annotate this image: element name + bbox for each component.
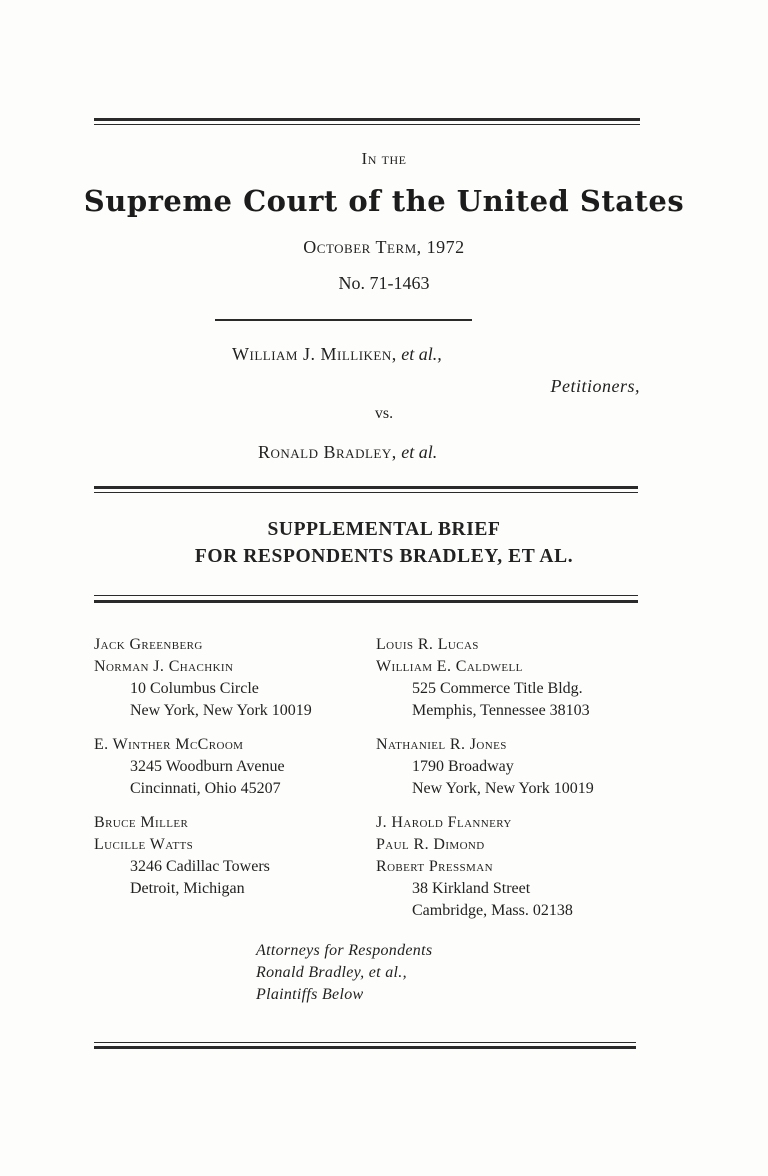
counsel-name: William E. Caldwell [376, 658, 523, 675]
counsel-name: E. Winther McCroom [94, 736, 244, 753]
mid-rule-thin [94, 492, 638, 493]
counsel-name: Lucille Watts [94, 836, 194, 853]
counsel-group [94, 734, 312, 800]
counsel-group [376, 812, 594, 922]
counsel-address: Memphis, Tennessee 38103 [412, 702, 590, 719]
attorneys-for-line: Plaintiffs Below [256, 986, 364, 1003]
counsel-address: New York, New York 10019 [412, 780, 594, 797]
court-name: Supreme Court of the United States [83, 184, 685, 218]
term: October Term, 1972 [303, 237, 465, 257]
counsel-address: 38 Kirkland Street [412, 880, 531, 897]
versus: vs. [374, 405, 394, 422]
petitioner-etal: et al., [401, 344, 442, 364]
respondent-line [258, 441, 437, 463]
top-rule-thick [94, 118, 640, 121]
counsel-left-column [94, 634, 312, 912]
counsel-address: 1790 Broadway [412, 758, 514, 775]
counsel-name: Bruce Miller [94, 814, 189, 831]
mid-rule-thick [94, 486, 638, 489]
petitioner-name: William J. Milliken, [232, 344, 397, 364]
counsel-group [94, 634, 312, 722]
counsel-group [376, 634, 594, 722]
counsel-address: Cincinnati, Ohio 45207 [130, 780, 281, 797]
counsel-name: Paul R. Dimond [376, 836, 485, 853]
counsel-name: Louis R. Lucas [376, 636, 479, 653]
lower-rule-thin [94, 595, 638, 596]
counsel-name: Jack Greenberg [94, 636, 203, 653]
attorneys-for-line: Attorneys for Respondents [256, 942, 433, 959]
counsel-group [376, 734, 594, 800]
in-the: In the [361, 149, 407, 168]
counsel-address: 3245 Woodburn Avenue [130, 758, 285, 775]
bottom-rule-thick [94, 1046, 636, 1049]
bottom-rule-thin [94, 1042, 636, 1043]
attorneys-for [256, 940, 432, 1006]
caption-divider [215, 319, 472, 321]
petitioner-line [232, 343, 442, 365]
counsel-name: Nathaniel R. Jones [376, 736, 507, 753]
counsel-address: Detroit, Michigan [130, 880, 245, 897]
counsel-address: 10 Columbus Circle [130, 680, 259, 697]
counsel-address: 525 Commerce Title Bldg. [412, 680, 583, 697]
counsel-group [94, 812, 312, 900]
counsel-name: J. Harold Flannery [376, 814, 512, 831]
counsel-address: 3246 Cadillac Towers [130, 858, 270, 875]
respondent-name: Ronald Bradley, [258, 442, 397, 462]
docket-number: No. 71-1463 [338, 273, 430, 293]
respondent-etal: et al. [401, 442, 438, 462]
petitioners-label: Petitioners, [550, 376, 640, 396]
brief-title-line2: FOR RESPONDENTS BRADLEY, ET AL. [194, 546, 574, 567]
top-rule-thin [94, 124, 640, 125]
counsel-name: Norman J. Chachkin [94, 658, 234, 675]
brief-title-line1: SUPPLEMENTAL BRIEF [267, 519, 501, 540]
lower-rule-thick [94, 600, 638, 603]
counsel-right-column [376, 634, 594, 934]
counsel-name: Robert Pressman [376, 858, 493, 875]
attorneys-for-line: Ronald Bradley, et al., [256, 964, 407, 981]
counsel-address: Cambridge, Mass. 02138 [412, 902, 573, 919]
counsel-address: New York, New York 10019 [130, 702, 312, 719]
